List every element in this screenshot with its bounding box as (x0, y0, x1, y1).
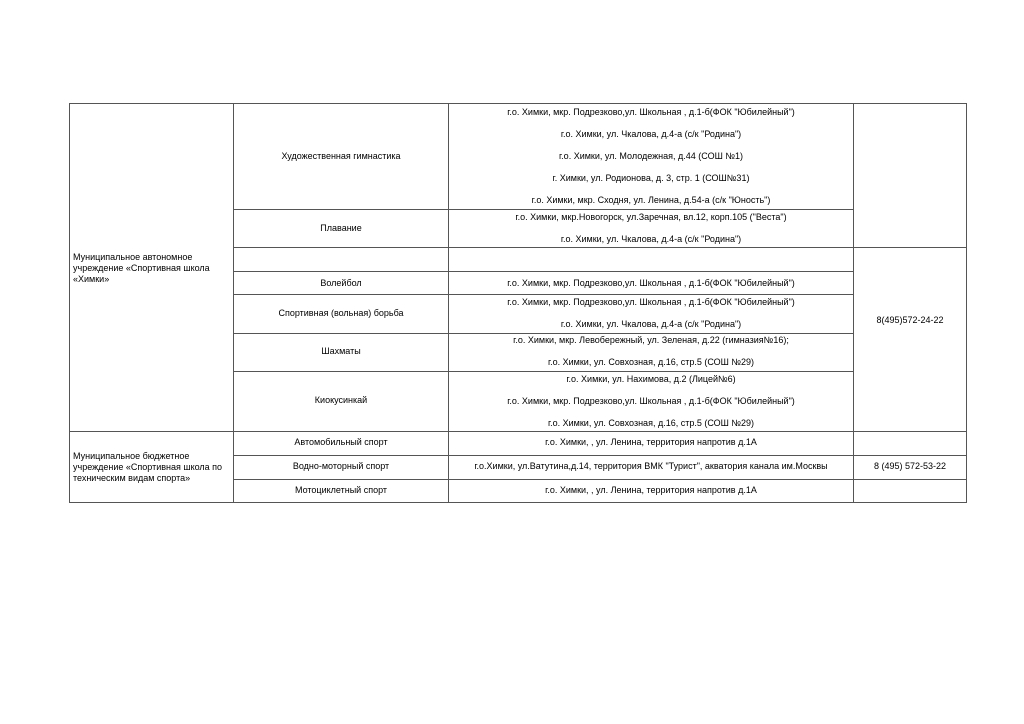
address-line: г.о. Химки, мкр. Подрезково,ул. Школьная , д.1-б(ФОК "Юбилейный") (507, 107, 795, 117)
sport-name: Мотоциклетный спорт (294, 485, 388, 495)
sports-schools-table (69, 103, 967, 503)
address-line: г.о. Химки, , ул. Ленина, территория напротив д.1А (545, 485, 757, 495)
address-line: г.о. Химки, мкр.Новогорск, ул.Заречная, вл.12, корп.105 ("Веста") (515, 212, 787, 222)
row-divider (233, 247, 967, 248)
row-divider (233, 479, 967, 480)
sport-name: Волейбол (320, 278, 362, 288)
column-divider (853, 103, 854, 503)
table-border-right (966, 103, 967, 503)
address-line: г.о. Химки, ул. Совхозная, д.16, стр.5 (СОШ №29) (547, 418, 755, 428)
sport-name: Автомобильный спорт (294, 437, 388, 447)
address-line: г.о. Химки, мкр. Сходня, ул. Ленина, д.54-а (с/к "Юность") (531, 195, 771, 205)
sport-name: Киокусинкай (314, 395, 368, 405)
row-divider (233, 371, 853, 372)
sport-name: Спортивная (вольная) борьба (278, 308, 404, 318)
column-divider (233, 103, 234, 503)
address-line: г.о. Химки, мкр. Левобережный, ул. Зеленая, д.22 (гимназия№16); (513, 335, 789, 345)
organization-phone: 8(495)572-24-22 (876, 315, 944, 325)
address-line: г.о. Химки, мкр. Подрезково,ул. Школьная , д.1-б(ФОК "Юбилейный") (507, 297, 795, 307)
organization-name: Муниципальное бюджетное учреждение «Спортивная школа по техническим видам спорта» (73, 451, 223, 483)
address-line: г.о. Химки, мкр. Подрезково,ул. Школьная , д.1-б(ФОК "Юбилейный") (507, 278, 795, 288)
sport-name: Шахматы (321, 346, 361, 356)
sport-name: Водно-моторный спорт (292, 461, 390, 471)
address-line: г.о. Химки, ул. Чкалова, д.4-а (с/к "Родина") (560, 319, 742, 329)
column-divider (448, 103, 449, 503)
row-divider (69, 431, 967, 432)
address-line: г.о. Химки, , ул. Ленина, территория напротив д.1А (545, 437, 757, 447)
organization-name: Муниципальное автономное учреждение «Спортивная школа «Химки» (73, 252, 210, 284)
address-line: г.о. Химки, ул. Молодежная, д.44 (СОШ №1) (559, 151, 743, 161)
address-line: г.о. Химки, ул. Чкалова, д.4-а (с/к "Родина") (560, 234, 742, 244)
row-divider (233, 455, 967, 456)
address-line: г.о. Химки, ул. Чкалова, д.4-а (с/к "Родина") (560, 129, 742, 139)
sport-name: Художественная гимнастика (281, 151, 401, 161)
table-border-bottom (69, 502, 967, 503)
table-border-left (69, 103, 70, 503)
address-line: г.о. Химки, мкр. Подрезково,ул. Школьная , д.1-б(ФОК "Юбилейный") (507, 396, 795, 406)
sport-name: Плавание (320, 223, 362, 233)
address-line: г.о. Химки, ул. Совхозная, д.16, стр.5 (СОШ №29) (547, 357, 755, 367)
address-line: г.о.Химки, ул.Ватутина,д.14, территория ВМК "Турист", акватория канала им.Москвы (474, 461, 828, 471)
row-divider (233, 333, 853, 334)
row-divider (233, 271, 853, 272)
table-border-top (69, 103, 967, 104)
row-divider (233, 209, 853, 210)
address-line: г. Химки, ул. Родионова, д. 3, стр. 1 (СОШ№31) (552, 173, 750, 183)
organization-phone: 8 (495) 572-53-22 (873, 461, 947, 471)
address-line: г.о. Химки, ул. Нахимова, д.2 (Лицей№6) (566, 374, 736, 384)
row-divider (233, 294, 853, 295)
